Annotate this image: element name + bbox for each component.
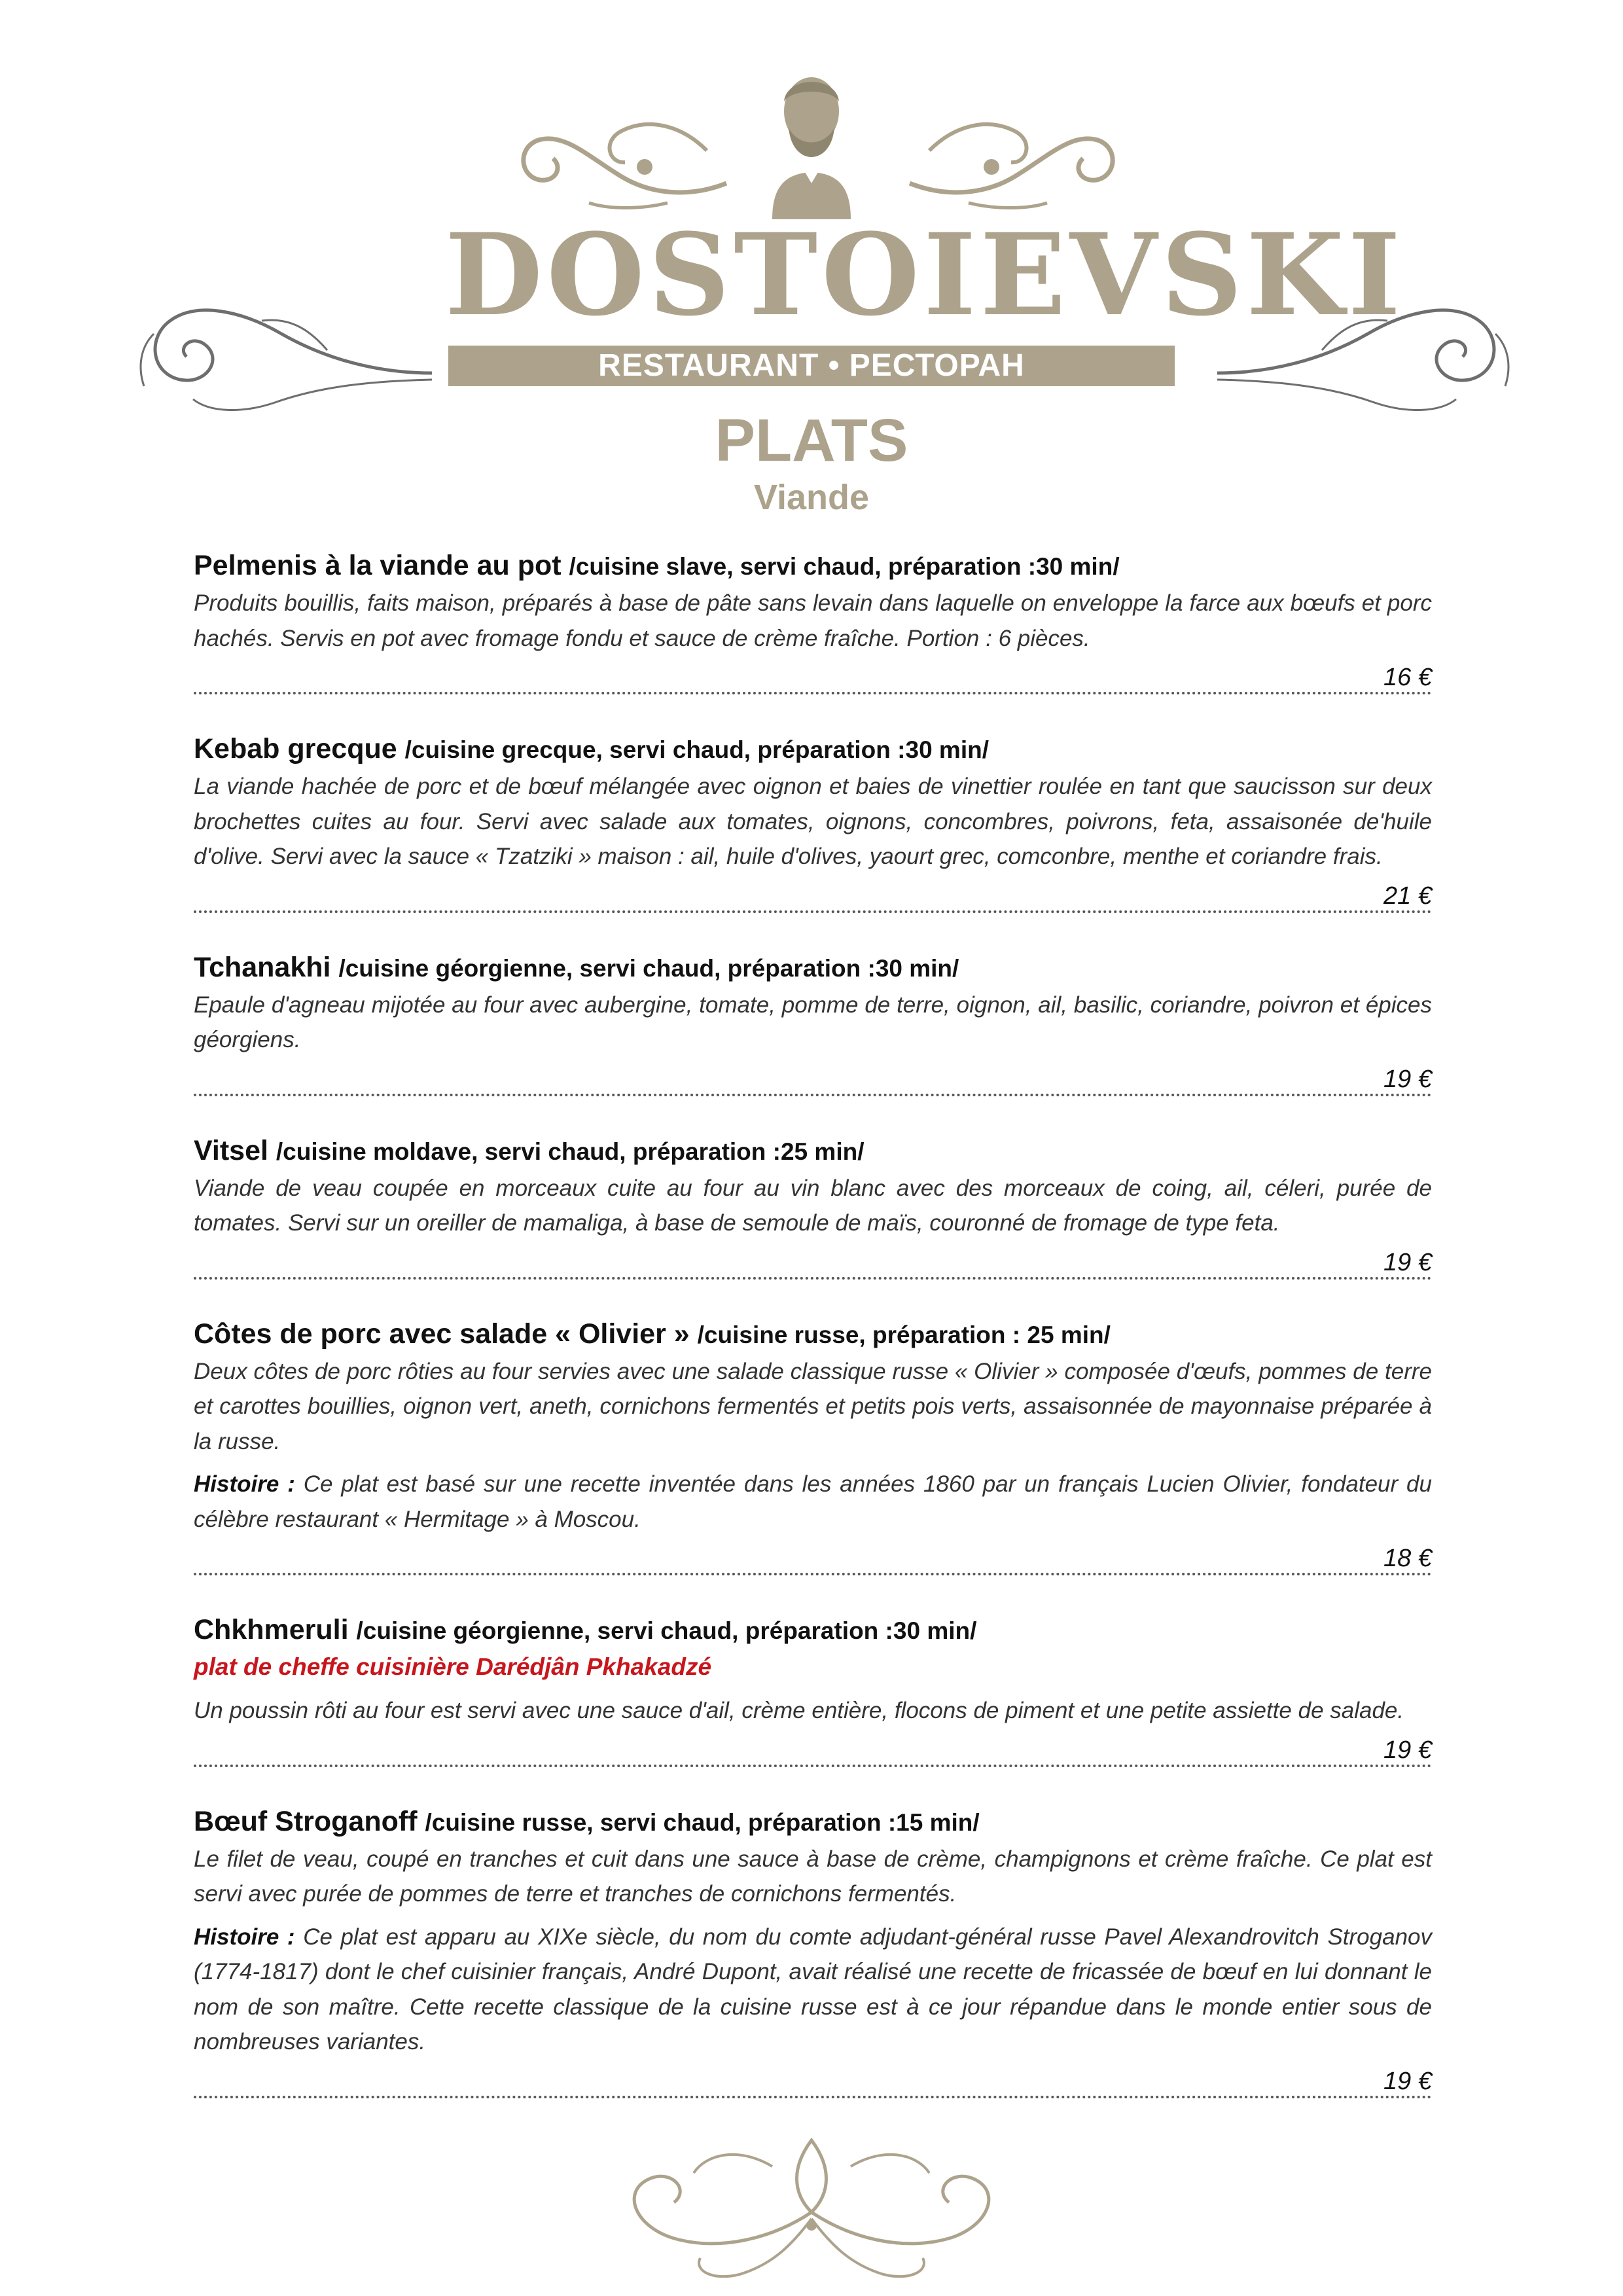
menu-item: [194, 547, 1432, 694]
dish-info: /cuisine russe, servi chaud, préparation :15 min/: [425, 1808, 980, 1836]
dish-name: Côtes de porc avec salade « Olivier »: [194, 1318, 690, 1350]
dish-info: /cuisine moldave, servi chaud, préparation :25 min/: [276, 1138, 865, 1165]
dish-heading: [194, 1611, 1432, 1650]
price-leader: [194, 1241, 1432, 1280]
dish-price: 19 €: [1383, 1065, 1432, 1093]
menu-item: [194, 1132, 1432, 1280]
dish-info: /cuisine grecque, servi chaud, préparation :30 min/: [404, 736, 989, 763]
dish-name: Kebab grecque: [194, 733, 397, 764]
history-text: Ce plat est apparu au XIXe siècle, du nom du comte adjudant-général russe Pavel Alexandrovitch Stroganov (1774-1817) dont le chef cuisinier français, André Dupont, avait réalisé une recette de fricassée de bœuf en lui donnant le nom de son maître. Cette recette classique de la cuisine russe est à ce jour répandue dans le monde entier sous de nombreuses variantes.: [194, 1924, 1432, 2054]
menu-item: [194, 948, 1432, 1096]
menu-item: [194, 1803, 1432, 2098]
dish-heading: [194, 1132, 1432, 1171]
dish-price: 19 €: [1383, 1736, 1432, 1764]
dish-description: Un poussin rôti au four est servi avec une sauce d'ail, crème entière, flocons de piment et une petite assiette de salade.: [194, 1698, 1404, 1723]
dish-price: 19 €: [1383, 1248, 1432, 1276]
dish-name: Bœuf Stroganoff: [194, 1805, 418, 1837]
dish-heading: [194, 948, 1432, 988]
footer-ornament-icon: [576, 2127, 1047, 2284]
page-subtitle: Viande: [753, 478, 870, 517]
swirl-ornament-left-icon: [131, 288, 438, 419]
header: [0, 0, 1623, 524]
dish-description: Le filet de veau, coupé en tranches et cuit dans une sauce à base de crème, champignons et crème fraîche. Ce plat est servi avec purée de pommes de terre et tranches de cornichons fermentés.: [194, 1846, 1432, 1907]
menu-list: [194, 547, 1432, 2098]
price-leader: [194, 1729, 1432, 1767]
price-leader: [194, 656, 1432, 694]
price-leader: [194, 2060, 1432, 2098]
dish-description: Epaule d'agneau mijotée au four avec aubergine, tomate, pomme de terre, oignon, ail, basilic, coriandre, poivron et épices géorgiens.: [194, 992, 1432, 1052]
history-label: Histoire :: [194, 1924, 295, 1950]
dish-info: /cuisine géorgienne, servi chaud, préparation :30 min/: [338, 954, 959, 982]
dish-heading: [194, 730, 1432, 769]
dish-info: /cuisine slave, servi chaud, préparation :30 min/: [569, 553, 1120, 580]
dish-info: /cuisine russe, préparation : 25 min/: [697, 1321, 1111, 1348]
dish-description: Deux côtes de porc rôties au four servies avec une salade classique russe « Olivier » composée d'œufs, pommes de terre et carottes bouillies, oignon vert, aneth, cornichons fermentés et petits pois verts, assaisonnée de mayonnaise préparée à la russe.: [194, 1358, 1432, 1454]
dish-price: 21 €: [1383, 882, 1432, 910]
dish-price: 18 €: [1383, 1545, 1432, 1572]
dish-heading: [194, 547, 1432, 586]
dish-description: Viande de veau coupée en morceaux cuite au four au vin blanc avec des morceaux de coing, ail, céleri, purée de tomates. Servi sur un oreiller de mamaliga, à base de semoule de maïs, couronné de fromage de type feta.: [194, 1175, 1432, 1236]
dish-price: 16 €: [1383, 664, 1432, 691]
price-leader: [194, 874, 1432, 913]
dish-name: Pelmenis à la viande au pot: [194, 550, 562, 581]
portrait-icon: [746, 62, 877, 219]
dish-description: La viande hachée de porc et de bœuf mélangée avec oignon et baies de vinettier roulée en tant que saucisson sur deux brochettes cuites au four. Servi avec salade aux tomates, oignons, concombres, poivrons, feta, assaisonée de'huile d'olive. Servi avec la sauce « Tzatziki » maison : ail, huile d'olives, yaourt grec, comconbre, menthe et coriandre frais.: [194, 774, 1432, 869]
brand-tagline: RESTAURANT • РЕСТОРАН: [448, 346, 1175, 386]
history-text: Ce plat est basé sur une recette inventée dans les années 1860 par un français Lucien Olivier, fondateur du célèbre restaurant « Hermitage » à Moscou.: [194, 1471, 1432, 1532]
scroll-ornament-right-icon: [903, 105, 1126, 216]
brand-logo: DOSTOIEVSKI: [445, 208, 1405, 341]
dish-name: Chkhmeruli: [194, 1614, 349, 1645]
menu-item: [194, 1315, 1432, 1576]
dish-name: Vitsel: [194, 1134, 268, 1166]
menu-item: [194, 730, 1432, 913]
dish-info: /cuisine géorgienne, servi chaud, préparation :30 min/: [356, 1617, 977, 1644]
page-title: PLATS: [715, 407, 908, 474]
dish-description: Produits bouillis, faits maison, préparés à base de pâte sans levain dans laquelle on enveloppe la farce aux bœufs et porc hachés. Servis en pot avec fromage fondu et sauce de crème fraîche. Portion : 6 pièces.: [194, 590, 1432, 651]
dish-name: Tchanakhi: [194, 951, 331, 983]
dish-heading: [194, 1803, 1432, 1842]
chef-signature: plat de cheffe cuisinière Darédjân Pkhakadzé: [194, 1653, 712, 1680]
dish-history: [194, 1920, 1432, 2060]
dish-history: [194, 1467, 1432, 1537]
price-leader: [194, 1058, 1432, 1096]
price-leader: [194, 1537, 1432, 1575]
scroll-ornament-left-icon: [510, 105, 733, 216]
dish-price: 19 €: [1383, 2067, 1432, 2095]
dish-heading: [194, 1315, 1432, 1354]
history-label: Histoire :: [194, 1471, 295, 1497]
menu-item: [194, 1611, 1432, 1767]
